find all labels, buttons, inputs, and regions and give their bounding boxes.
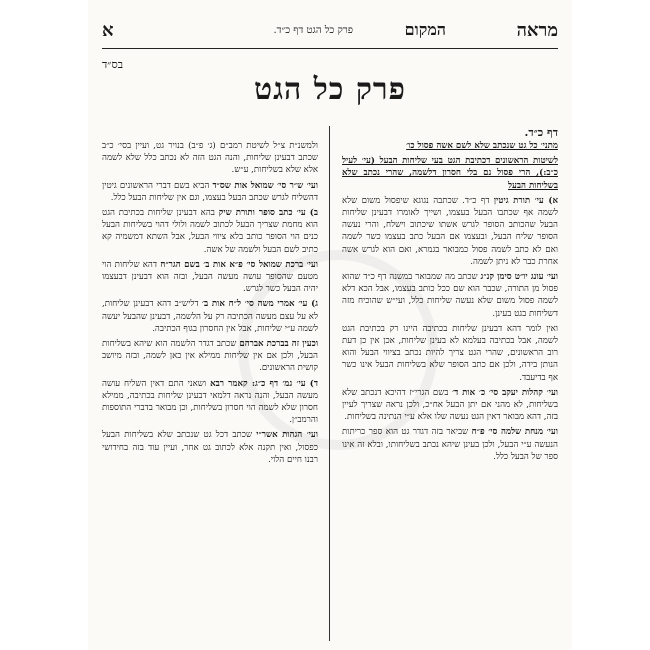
paragraph xyxy=(102,207,318,256)
header-subtitle: פרק כל הגט דף כ״ד. xyxy=(273,25,353,36)
daf-label: דף כ״ד. xyxy=(524,126,558,139)
right-column xyxy=(342,140,558,640)
paragraph-text: דליש״ב דהא דבעינן שליחות, לא על עצם מעשה הכתיבה רק על הלשמה, דבעינן שהבעל יעשה לשמה ע״י שליחות, אבל אין החסרון בגוף הכתיבה. xyxy=(102,299,318,334)
paragraph-heading: ד) עי׳ גמ׳ דף כ״ג: קאמר רבא xyxy=(210,378,318,389)
paragraph-text: בשם הגרי״ז דהיכא דנכתב שלא בשליחות, לא מהני אם יתן הבעל אח״כ, ולכן נראה שצריך לעיין בזה, דהא מבואר דאין הגט נעשה שלו אלא ע״י הנתינה בשליחות. xyxy=(342,387,558,423)
paragraph-text: הביא בשם דברי הראשונים גיטין דהשליח לגרש שכתב הבעל בעצמו, וגם אין שליחות הבעל כלל. xyxy=(102,180,318,203)
paragraph xyxy=(102,259,318,296)
paragraph-heading: לשיטות הראשונים דכתיבת הגט בעי שליחות הבעל (עי׳ לעיל כ״ב:), הרי פסול נם בלי חסרון דלשמה, שהרי נכתב שלא בשליחות הבעל xyxy=(342,156,558,191)
paragraph xyxy=(342,271,558,320)
paragraph-heading: וכעין זה בברכת אברהם xyxy=(239,339,318,350)
paragraph-heading: מתני׳ כל גט שנכתב שלא לשם אשה פסול כו׳ xyxy=(406,141,558,151)
paragraph-heading: ג) עי׳ אמרי משה סי׳ ל״ח אות ב׳ xyxy=(202,299,318,310)
left-column xyxy=(102,140,318,640)
paragraph-text: ואין לומר דהא דבעינן שליחות בכתיבה היינו רק בכתיבת הגט לשמה, אבל בכתיבה בעלמא לא בעינן שליחות, אכן אין כן דעת רוב הראשונים, שהרי הגט צריך להיות נכתב בציווי הבעל והוא הנותן בידה, ולכן אם כתב הסופר שלא בשליחות הבעל אינו כשר אף בדיעבד. xyxy=(342,323,558,383)
paragraph-text: ושאני התם דאין השליח עושה מעשה הבעל, והנה נראה דלמאי דבעינן שליחות בכתיבה, ממילא חסרון שלא לשמה הוי חסרון בשליחות, וכן מבואר בדברי התוספות והרמב״ן. xyxy=(102,378,318,426)
paragraph xyxy=(102,180,318,204)
paragraph-heading: ועי׳ ברכת שמואל סי׳ פ״א אות ב׳ בשם הגר״ח xyxy=(160,259,318,270)
paragraph-heading: א) עי׳ תורת גיטין xyxy=(493,195,558,206)
paragraph-text: דף כ״ד. שכתבה נגוגא שיפסול משום שלא לשמה אף שכתבו הבעל בעצמו, ושייך לאומרו דבעינן שליחות הבעל שהכותב הסופר לגרש אשתו שיכתוב וישלח, והרי נעשה הסופר שליח הבעל, ובעצמו אם הבעל כתב בעצמו כשר לשמה ואם לא כתב לשמה פסול כמבואר בגמרא, ואם הוא לגרש אשה אחרת כבר לא ניתן לשמה. xyxy=(342,195,558,267)
bsd-mark: בס״ד xyxy=(102,58,124,71)
paragraph-heading: ועי׳ הגהות אשר״י xyxy=(256,430,318,441)
paragraph xyxy=(342,426,558,463)
paragraph xyxy=(102,140,318,177)
paragraph-text: ולמשנ״ת צ״ל לשיטת רמב״ם (ג׳ פ״ב) בנויר גט, ועיין בסי׳ כ״ב שכתב דבעינן שליחות, והנה הגט הזה לא נכתב כלל שלא לשמה אלא שלא בשליחות, ע״ש. xyxy=(102,141,318,176)
paragraph xyxy=(102,378,318,427)
paragraph-heading: ועי׳ קהלות יעקב סי׳ כ׳ אות ד׳ xyxy=(452,387,558,398)
chapter-title: פרק כל הגט xyxy=(254,72,406,107)
paragraph xyxy=(342,195,558,268)
paragraph xyxy=(342,323,558,384)
header-title: מראה xyxy=(516,20,558,41)
paragraph xyxy=(342,387,558,424)
paragraph-text: בהא דבעינן שליחות בכתיבת הגט הוא מחמת שצריך הבעל לכתוב לשמה ולולי דהוי בשליחות הבעל כנים הוי הסופר כותב בלא ציווי הבעל, אבל השתא דמשמיה קא כתיב לשם הבעל ולשמה של אשה. xyxy=(102,208,318,255)
header-center-title: המקום xyxy=(404,20,446,39)
paragraph-text: שכתב דגדר הלשמה הוא שיהא בשליחות הבעל, ולכן אם אין שליחות ממילא אין כאן לשמה, ובזה מיושב קושית הראשונים. xyxy=(102,339,318,374)
paragraph-heading: ועי׳ עונג יו״ט סימן קנ״ג xyxy=(480,272,558,283)
paragraph xyxy=(102,298,318,335)
book-page xyxy=(88,0,572,650)
paragraph-text: שכתב דכל גט שנכתב שלא בשליחות הבעל כפסול, ואין תקנה אלא לכתוב גט אחר, ועיין עוד בזה בחידושי רבנו חיים הלוי. xyxy=(102,430,318,465)
paragraph xyxy=(342,155,558,192)
paragraph-heading: ועי׳ מנחת שלמה סי׳ פ״ח xyxy=(471,427,558,438)
header-rule xyxy=(102,48,558,49)
paragraph-text: דהא שליחות הוי מטעם שהסופר עושה מעשה הבעל, ובזה הוא דבעינן דבעצמו יהיה הבעל כשר לגרש. xyxy=(102,259,318,295)
paragraph xyxy=(342,140,558,152)
paragraph-text: שביאר בזה דגדר גט הוא ספר כריתות הנעשה ע״י הבעל, ולכן בעינן שיהא נכתב בשליחותו, ובלא זה אינו ספר של הבעל כלל. xyxy=(342,427,558,462)
paragraph-heading: ועי׳ ש״ר סי׳ שמואל אות שס״ד xyxy=(212,180,318,191)
running-header xyxy=(102,20,558,46)
header-letter: א xyxy=(102,20,114,41)
paragraph xyxy=(102,338,318,375)
paragraph-text: שכתב מה שמבואר במשנה דף כ״ד שהוא פסול מן התורה, שכבר הוא שם ככל כותב בעצמו, אבל הכא דלא לשמה פסול משום שלא נעשה שליחות כלל, ועי״ש שהוכיח מזה דשליחות בגט בעינן. xyxy=(342,272,558,319)
paragraph-heading: ב) עי׳ כתב סופר ותורת שיק xyxy=(218,208,318,219)
paragraph xyxy=(102,429,318,466)
column-divider xyxy=(329,126,330,641)
